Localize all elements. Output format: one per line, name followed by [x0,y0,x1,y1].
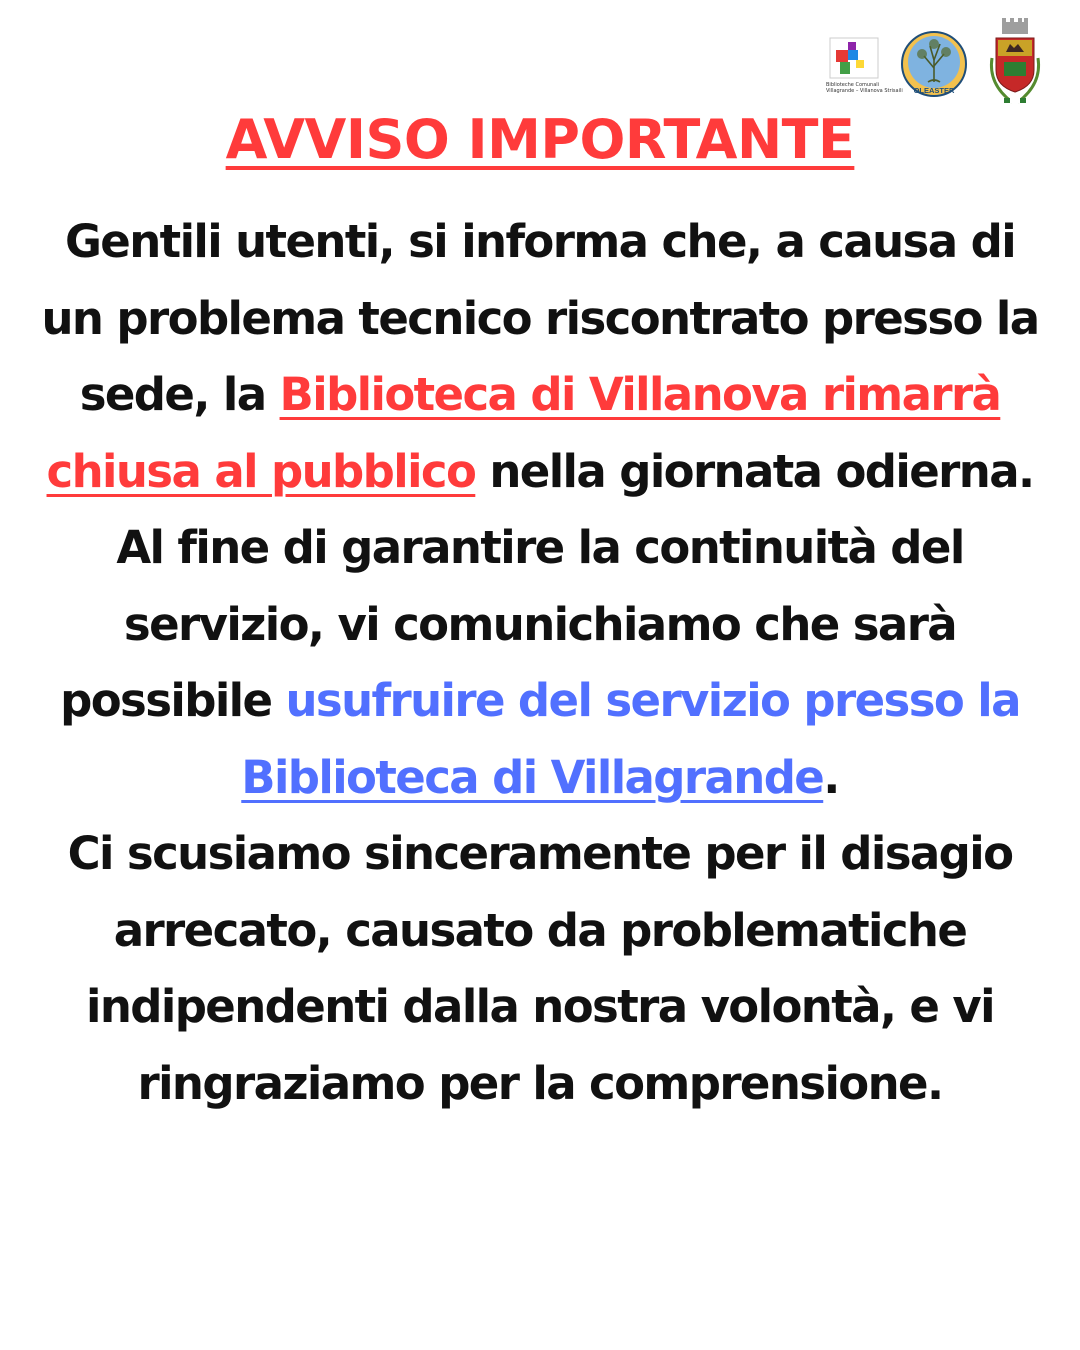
paragraph-2-end: . [823,750,839,804]
biblioteche-logo-caption [826,82,903,94]
notice-body [40,204,1040,1122]
service-highlight: usufruire del servizio presso la [285,674,1020,727]
page-title: AVVISO IMPORTANTE [225,108,855,171]
oleaster-logo-icon [900,30,968,98]
notice-paragraph-2 [40,510,1040,816]
villagrande-library-link[interactable]: Biblioteca di Villagrande [241,750,824,804]
notice-paragraph-3: Ci scusiamo sinceramente per il disagio arrecato, causato da problematiche indipendenti dalla nostra volontà, e vi ringraziamo per la comprensione. [67,827,1013,1110]
notice-paragraph-1 [40,204,1040,510]
logo-group [826,18,1044,110]
paragraph-1-end: nella giornata odierna. [475,444,1034,498]
biblio-caption-line-2: Villagrande – Villanova Strisaili [826,88,903,94]
biblioteche-logo-icon [826,34,882,80]
biblio-caption-line-1: Biblioteche Comunali [826,82,880,88]
closure-highlight: Biblioteca di Villanova rimarrà chiusa al pubblico [46,368,1001,498]
paragraph-1-text: Gentili utenti, si informa che, a causa di un problema tecnico riscontrato presso la sede, la [41,215,1039,421]
paragraph-2-text: Al fine di garantire la continuità del servizio, vi comunichiamo che sarà possibile [60,521,964,727]
biblioteche-comunali-logo [826,34,903,94]
comune-coat-of-arms-icon [986,18,1044,110]
oleaster-logo-text: OLEASTER [913,86,955,95]
